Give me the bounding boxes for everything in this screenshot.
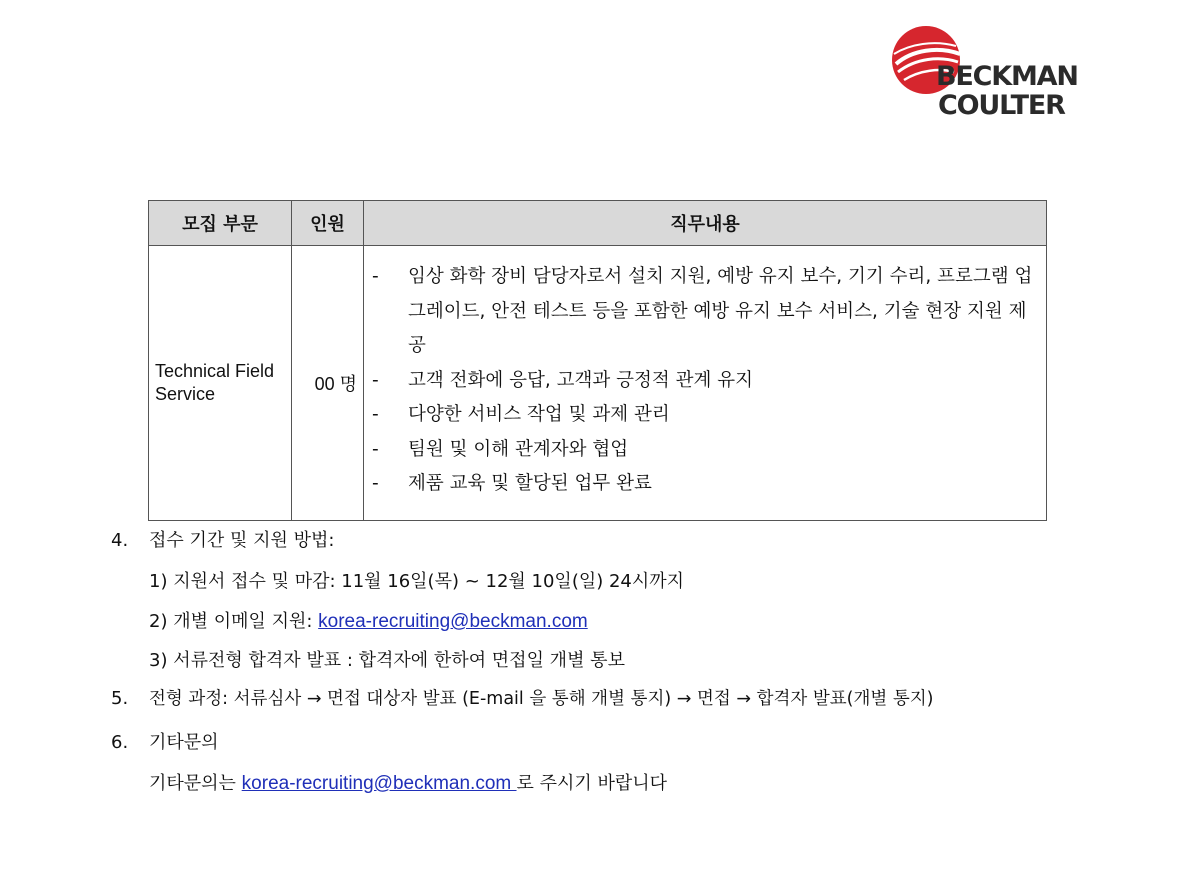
beckman-coulter-logo: [890, 24, 1110, 128]
section-6-number: 6.: [111, 732, 129, 753]
logo-line-2: COULTER: [938, 90, 1065, 121]
duty-item: [370, 364, 1040, 399]
duty-dash: -: [372, 369, 379, 391]
table-row: [149, 246, 1047, 521]
header-duties: 직무내용: [364, 201, 1047, 246]
count-cell: 00 명: [292, 246, 364, 521]
duty-item: [370, 433, 1040, 468]
header-dept: 모집 부문: [149, 201, 292, 246]
dept-cell: Technical Field Service: [149, 246, 292, 521]
section-6-suffix: 로 주시기 바랍니다: [516, 773, 668, 794]
logo-line-1: BECKMAN: [936, 61, 1078, 92]
duty-item: [370, 467, 1040, 502]
duties-cell: [364, 246, 1047, 521]
duty-text: 팀원 및 이해 관계자와 협업: [408, 438, 629, 460]
section-6-title: 기타문의: [149, 732, 219, 753]
duty-text: 제품 교육 및 할당된 업무 완료: [408, 473, 652, 494]
email-link[interactable]: korea-recruiting@beckman.com: [241, 773, 517, 794]
header-count: 인원: [292, 201, 364, 246]
duty-dash: -: [372, 266, 379, 287]
section-4-item-3: 3) 서류전형 합격자 발표 : 합격자에 한하여 면접일 개별 통보: [149, 650, 625, 671]
section-4-item-2-label: 2) 개별 이메일 지원:: [149, 611, 319, 632]
duty-text: 고객 전화에 응답, 고객과 긍정적 관계 유지: [408, 369, 753, 391]
email-link[interactable]: korea-recruiting@beckman.com: [318, 611, 588, 632]
section-4-item-2: [149, 610, 588, 634]
duty-item: [370, 398, 1040, 433]
section-5-text: 전형 과정: 서류심사 → 면접 대상자 발표 (E-mail 을 통해 개별 통지) → 면접 → 합격자 발표(개별 통지): [149, 689, 934, 709]
table-header-row: [149, 201, 1047, 246]
section-6-prefix: 기타문의는: [149, 773, 242, 794]
duty-dash: -: [372, 404, 379, 425]
duty-text: 다양한 서비스 작업 및 과제 관리: [408, 404, 670, 425]
duty-dash: -: [372, 473, 379, 494]
section-4-title: 접수 기간 및 지원 방법:: [149, 530, 335, 551]
duty-dash: -: [372, 438, 379, 460]
section-4-number: 4.: [111, 530, 129, 551]
duty-text: 임상 화학 장비 담당자로서 설치 지원, 예방 유지 보수, 기기 수리, 프로그램 업그레이드, 안전 테스트 등을 포함한 예방 유지 보수 서비스, 기술 현장 지원 제공: [408, 266, 1033, 356]
section-4-item-1: 1) 지원서 접수 및 마감: 11월 16일(목) ~ 12월 10일(일) 24시까지: [149, 571, 685, 592]
recruitment-table: [148, 200, 1047, 521]
section-5-number: 5.: [111, 688, 129, 709]
duty-item: [370, 260, 1040, 364]
section-6-contact: [149, 772, 667, 796]
